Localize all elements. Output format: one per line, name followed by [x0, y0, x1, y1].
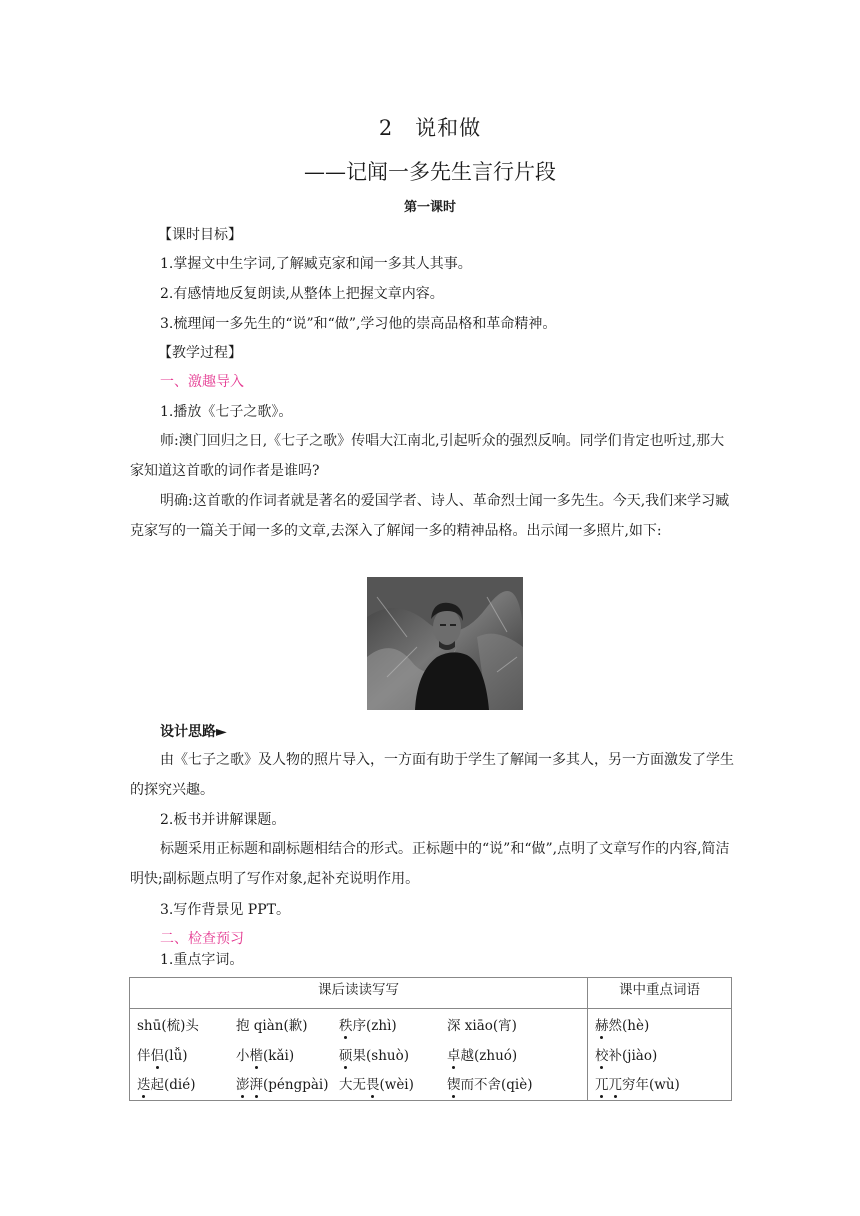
vocab-word: 抱 qiàn(歉): [236, 1018, 308, 1034]
vocab-word: 硕果(shuò): [339, 1044, 409, 1064]
portrait-image: [367, 577, 523, 710]
process-heading: 【教学过程】: [158, 345, 242, 361]
vocab-word: 秩序(zhì): [339, 1014, 397, 1034]
vocab-intro: 1.重点字词。: [160, 952, 244, 968]
design-paragraph: 由《七子之歌》及人物的照片导入，一方面有助于学生了解闻一多其人，另一方面激发了学生的探究兴趣。: [130, 752, 734, 798]
vocab-word: 迭起(dié): [137, 1073, 195, 1093]
vocab-word: 兀兀穷年(wù): [595, 1073, 680, 1093]
vocab-word: 大无畏(wèi): [339, 1073, 414, 1093]
lesson-subtitle: ——记闻一多先生言行片段: [304, 160, 556, 184]
lesson-period: 第一课时: [403, 200, 456, 215]
vocab-word: 伴侣(lǚ): [137, 1044, 188, 1064]
table-row: [130, 1009, 732, 1101]
table-header-cell: 课后读读写写: [130, 978, 588, 1009]
table-cell-key-words: [588, 1009, 732, 1101]
objective-item: 1.掌握文中生字词,了解臧克家和闻一多其人其事。: [160, 256, 472, 272]
vocab-word: shū(梳)头: [137, 1018, 199, 1034]
objective-item: 2.有感情地反复朗读,从整体上把握文章内容。: [160, 286, 444, 302]
title-explain-paragraph: 标题采用正标题和副标题相结合的形式。正标题中的“说”和“做”,点明了文章写作的内容,简洁明快;副标题点明了写作对象,起补充说明作用。: [130, 841, 730, 887]
step-play-song: 1.播放《七子之歌》。: [160, 404, 293, 420]
objective-item: 3.梳理闻一多先生的“说”和“做”,学习他的崇高品格和革命精神。: [160, 316, 557, 332]
table-header-cell: 课中重点词语: [588, 978, 732, 1009]
vocab-word: 赫然(hè): [595, 1014, 649, 1034]
objectives-heading: 【课时目标】: [158, 227, 242, 243]
step-background: 3.写作背景见 PPT。: [160, 902, 290, 918]
lesson-title: 2 说和做: [378, 116, 482, 140]
vocab-word: 澎湃(péngpài): [236, 1073, 329, 1093]
step-board: 2.板书并讲解课题。: [160, 812, 286, 828]
table-header-row: [130, 978, 732, 1009]
design-label: 设计思路►: [160, 724, 227, 740]
section-heading-preview: 二、检查预习: [160, 931, 244, 947]
vocab-table: [129, 977, 732, 1101]
vocab-word: 校补(jiào): [595, 1044, 657, 1064]
vocab-word: 卓越(zhuó): [447, 1044, 517, 1064]
table-cell-reading-words: [130, 1009, 588, 1101]
vocab-word: 深 xiāo(宵): [447, 1018, 517, 1034]
answer-paragraph: 明确:这首歌的作词者就是著名的爱国学者、诗人、革命烈士闻一多先生。今天,我们来学习臧克家写的一篇关于闻一多的文章,去深入了解闻一多的精神品格。出示闻一多照片,如下:: [130, 493, 730, 539]
section-heading-intro: 一、激趣导入: [160, 374, 244, 390]
portrait-photo: [367, 577, 523, 710]
vocab-word: 锲而不舍(qiè): [447, 1073, 532, 1093]
vocab-word: 小楷(kǎi): [236, 1044, 294, 1064]
teacher-paragraph: 师:澳门回归之日,《七子之歌》传唱大江南北,引起听众的强烈反响。同学们肯定也听过,那大家知道这首歌的词作者是谁吗?: [130, 433, 725, 479]
